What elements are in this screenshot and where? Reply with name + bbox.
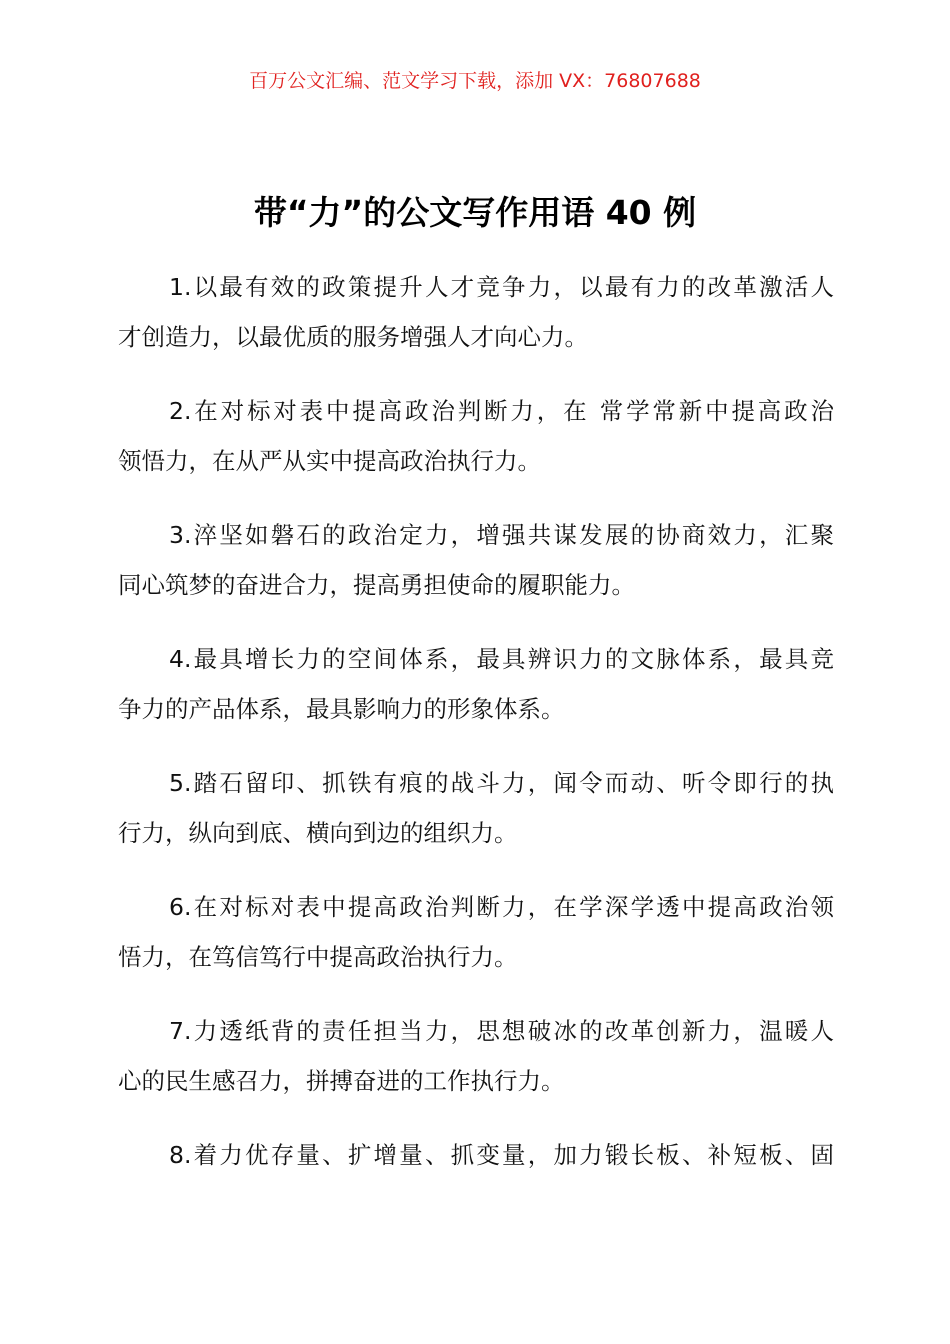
- paragraph-line: 争力的产品体系，最具影响力的形象体系。: [118, 695, 565, 723]
- paragraph-line: 7.力透纸背的责任担当力，思想破冰的改革创新力，温暖人: [169, 1017, 834, 1045]
- paragraph-line: 8.着力优存量、扩增量、抓变量，加力锻长板、补短板、固: [169, 1141, 834, 1169]
- document-body: [118, 262, 834, 1204]
- paragraph-line: 行力，纵向到底、横向到边的组织力。: [118, 819, 518, 847]
- paragraph-7: [118, 1006, 834, 1106]
- paragraph-line: 悟力，在笃信笃行中提高政治执行力。: [118, 943, 518, 971]
- paragraph-line: 心的民生感召力，拼搏奋进的工作执行力。: [118, 1067, 565, 1095]
- paragraph-line: 2.在对标对表中提高政治判断力，在 常学常新中提高政治: [169, 397, 834, 425]
- document-title: 带“力”的公文写作用语 40 例: [253, 193, 697, 232]
- paragraph-line: 6.在对标对表中提高政治判断力，在学深学透中提高政治领: [169, 893, 834, 921]
- paragraph-3: [118, 510, 834, 610]
- paragraph-8: [118, 1130, 834, 1180]
- paragraph-line: 同心筑梦的奋进合力，提高勇担使命的履职能力。: [118, 571, 635, 599]
- paragraph-6: [118, 882, 834, 982]
- paragraph-line: 5.踏石留印、抓铁有痕的战斗力，闻令而动、听令即行的执: [169, 769, 834, 797]
- paragraph-5: [118, 758, 834, 858]
- paragraph-line: 3.淬坚如磐石的政治定力，增强共谋发展的协商效力，汇聚: [169, 521, 834, 549]
- paragraph-4: [118, 634, 834, 734]
- paragraph-line: 领悟力，在从严从实中提高政治执行力。: [118, 447, 541, 475]
- paragraph-line: 1.以最有效的政策提升人才竞争力，以最有力的改革激活人: [169, 273, 834, 301]
- paragraph-line: 4.最具增长力的空间体系，最具辨识力的文脉体系，最具竞: [169, 645, 834, 673]
- paragraph-line: 才创造力，以最优质的服务增强人才向心力。: [118, 323, 588, 351]
- paragraph-1: [118, 262, 834, 362]
- watermark-header: 百万公文汇编、范文学习下载，添加 VX：76807688: [249, 70, 701, 92]
- paragraph-2: [118, 386, 834, 486]
